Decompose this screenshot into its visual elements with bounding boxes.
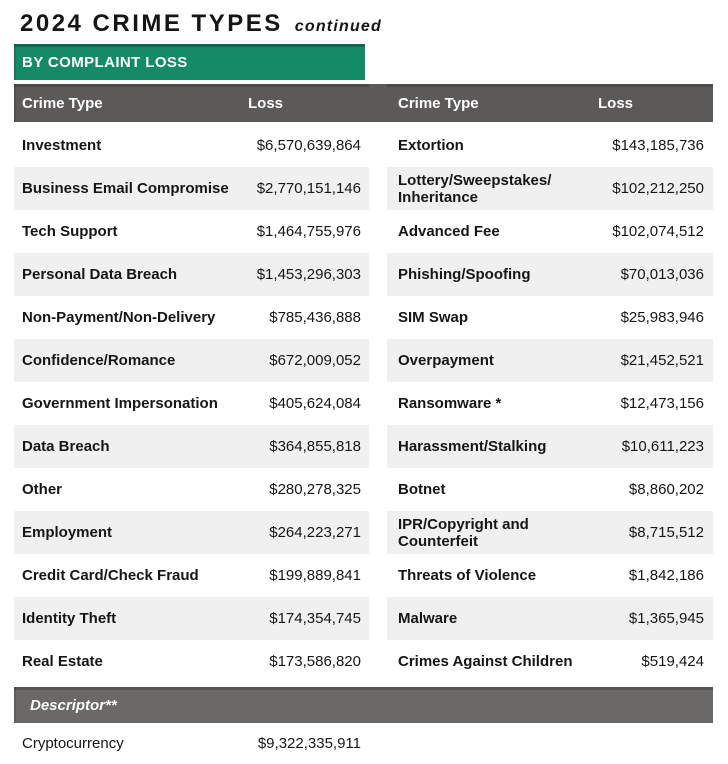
page-title-continued: continued [294,18,382,35]
loss-value: $6,570,639,864 [256,137,361,154]
descriptor-band [14,687,713,723]
loss-value: $519,424 [641,653,704,670]
crime-type-label: Crimes Against Children [398,653,573,670]
crime-type-label: Threats of Violence [398,567,537,584]
table-cell-left [14,723,369,764]
crime-type-label: SIM Swap [398,309,469,326]
column-gutter [369,425,387,468]
column-gutter [369,124,387,167]
column-gutter [369,382,387,425]
column-gutter [369,640,387,683]
crime-type-label: Government Impersonation [22,395,218,412]
descriptor-body [0,723,728,764]
loss-value: $8,860,202 [628,481,704,498]
column-gutter [369,339,387,382]
loss-value: $405,624,084 [269,395,361,412]
column-header-crime-type-right: Crime Type [398,94,479,112]
crime-type-label: Employment [22,524,113,541]
loss-value: $9,322,335,911 [257,735,361,752]
table-cell-left [14,382,369,425]
table-cell-left [14,640,369,683]
table-row [14,296,713,339]
crime-type-label: Personal Data Breach [22,266,178,283]
column-gutter [369,167,387,210]
table-row [14,382,713,425]
crime-type-label: Investment [22,137,102,154]
column-gutter [369,210,387,253]
loss-value: $173,586,820 [269,653,361,670]
loss-value: $785,436,888 [269,309,361,326]
table-cell-left [14,167,369,210]
table-cell-left [14,425,369,468]
table-cell-right [387,468,713,511]
table-cell-right [387,167,713,210]
table-row [14,597,713,640]
section-banner-label: BY COMPLAINT LOSS [22,53,188,71]
table-cell-right [387,124,713,167]
table-row [14,339,713,382]
crime-type-label: Non-Payment/Non-Delivery [22,309,216,326]
table-cell-right [387,723,713,764]
page-title: 2024 CRIME TYPES [20,10,283,37]
table-row [14,468,713,511]
crime-type-label: Lottery/​Sweepstakes/​Inheritance [398,171,552,206]
table-row [14,554,713,597]
header-left-half [14,84,369,122]
column-gutter [369,511,387,554]
loss-value: $1,842,186 [628,567,704,584]
table-cell-right [387,382,713,425]
crime-type-label: Data Breach [22,438,110,455]
loss-value: $2,770,151,146 [256,180,361,197]
table-cell-left [14,253,369,296]
table-cell-right [387,339,713,382]
column-gutter [369,597,387,640]
column-gutter [369,253,387,296]
loss-value: $1,453,296,303 [256,266,361,283]
crime-type-label: Phishing/​Spoofing [398,266,531,283]
table-cell-right [387,296,713,339]
table-row [14,511,713,554]
loss-value: $264,223,271 [269,524,361,541]
loss-value: $10,611,223 [621,438,704,455]
descriptor-label: Cryptocurrency [22,735,124,752]
crime-type-label: Real Estate [22,653,103,670]
loss-value: $280,278,325 [269,481,361,498]
loss-value: $143,185,736 [612,137,704,154]
column-header-crime-type-left: Crime Type [22,94,103,112]
loss-value: $364,855,818 [269,438,361,455]
column-gutter [369,554,387,597]
table-cell-right [387,511,713,554]
table-cell-right [387,597,713,640]
page-title-row [0,0,728,44]
loss-value: $102,074,512 [612,223,704,240]
column-gutter [369,296,387,339]
column-header-loss-right: Loss [598,94,634,112]
crime-type-label: Extortion [398,137,464,154]
crime-type-label: Identity Theft [22,610,117,627]
loss-value: $25,983,946 [620,309,704,326]
table-cell-left [14,554,369,597]
loss-value: $1,365,945 [628,610,704,627]
table-cell-right [387,210,713,253]
table-cell-left [14,511,369,554]
table-cell-left [14,210,369,253]
crime-type-label: Confidence/Romance [22,352,176,369]
crime-type-label: Botnet [398,481,446,498]
table-row [14,640,713,683]
crime-type-label: Other [22,481,63,498]
header-gutter [369,84,387,122]
crime-type-label: Advanced Fee [398,223,500,240]
descriptor-band-label: Descriptor** [30,696,117,714]
loss-value: $199,889,841 [269,567,361,584]
table-body [0,124,728,683]
table-row [14,124,713,167]
section-banner [14,44,365,80]
crime-type-label: Malware [398,610,458,627]
table-cell-right [387,253,713,296]
table-row [14,425,713,468]
loss-value: $21,452,521 [620,352,704,369]
loss-value: $672,009,052 [269,352,361,369]
crime-type-label: Tech Support [22,223,118,240]
loss-value: $8,715,512 [628,524,704,541]
table-cell-right [387,425,713,468]
crime-type-label: Credit Card/Check Fraud [22,567,199,584]
column-gutter [369,468,387,511]
descriptor-row [14,723,713,764]
table-cell-left [14,468,369,511]
table-cell-right [387,640,713,683]
crime-type-label: IPR/​Copyright and Counterfeit [398,515,529,550]
table-row [14,167,713,210]
table-row [14,253,713,296]
table-cell-left [14,339,369,382]
table-cell-left [14,124,369,167]
loss-value: $12,473,156 [620,395,704,412]
header-right-half [387,84,713,122]
column-gutter [369,723,387,764]
table-cell-left [14,296,369,339]
crime-type-label: Ransomware * [398,395,502,412]
table-header-row [14,84,713,122]
crime-type-label: Overpayment [398,352,494,369]
table-row [14,210,713,253]
loss-value: $174,354,745 [269,610,361,627]
crime-type-label: Business Email Compromise [22,180,229,197]
loss-value: $102,212,250 [612,180,704,197]
table-cell-right [387,554,713,597]
table-cell-left [14,597,369,640]
column-header-loss-left: Loss [248,94,284,112]
loss-value: $70,013,036 [620,266,704,283]
crime-type-label: Harassment/​Stalking [398,438,547,455]
loss-value: $1,464,755,976 [256,223,361,240]
